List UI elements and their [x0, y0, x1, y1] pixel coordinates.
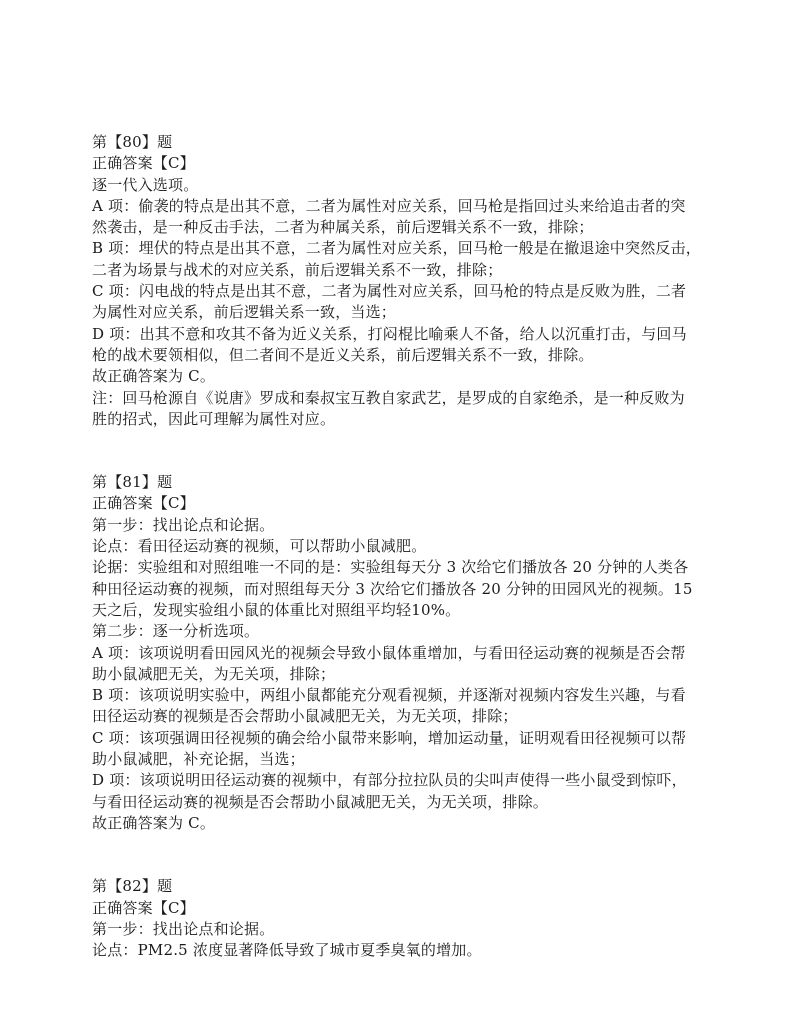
text-line: 田径运动赛的视频是否会帮助小鼠减肥无关，为无关项，排除；	[92, 707, 518, 726]
text-line: A 项：该项说明看田园风光的视频会导致小鼠体重增加，与看田径运动赛的视频是否会帮	[92, 643, 686, 662]
question-80-answer: 正确答案【C】	[92, 154, 195, 173]
text-line: 论点：看田径运动赛的视频，可以帮助小鼠减肥。	[92, 537, 427, 556]
text-line: 天之后，发现实验组小鼠的体重比对照组平均轻10%。	[92, 600, 461, 619]
text-line: 枪的战术要领相似，但二者间不是近义关系，前后逻辑关系不一致，排除。	[92, 345, 594, 364]
text-line: 二者为场景与战术的对应关系，前后逻辑关系不一致，排除；	[92, 260, 503, 279]
text-line: 逐一代入选项。	[92, 175, 199, 194]
text-line: B 项：该项说明实验中，两组小鼠都能充分观看视频，并逐渐对视频内容发生兴趣，与看	[92, 686, 686, 705]
text-line: 第一步：找出论点和论据。	[92, 919, 275, 938]
question-81-section	[92, 472, 720, 834]
question-80-title: 第【80】题	[92, 133, 173, 151]
text-line: 与看田径运动赛的视频是否会帮助小鼠减肥无关，为无关项，排除。	[92, 792, 549, 811]
text-line: C 项：闪电战的特点是出其不意，二者为属性对应关系，回马枪的特点是反败为胜，二者	[92, 282, 687, 301]
text-line: 注：回马枪源自《说唐》罗成和秦叔宝互教自家武艺，是罗成的自家绝杀，是一种反败为	[92, 388, 685, 407]
text-line: D 项：该项说明田径运动赛的视频中，有部分拉拉队员的尖叫声使得一些小鼠受到惊吓，	[92, 771, 687, 790]
text-line: 第二步：逐一分析选项。	[92, 622, 260, 641]
section-gap	[92, 430, 720, 472]
question-82-section	[92, 876, 720, 961]
document-page	[92, 132, 720, 961]
text-line: 胜的招式，因此可理解为属性对应。	[92, 409, 336, 428]
text-line: B 项：埋伏的特点是出其不意，二者为属性对应关系，回马枪一般是在撤退途中突然反击，	[92, 239, 701, 258]
question-82-answer: 正确答案【C】	[92, 898, 195, 917]
text-line: C 项：该项强调田径视频的确会给小鼠带来影响，增加运动量，证明观看田径视频可以帮	[92, 728, 687, 747]
text-line: 论点：PM2.5 浓度显著降低导致了城市夏季臭氧的增加。	[92, 941, 482, 960]
text-line: 助小鼠减肥无关，为无关项，排除；	[92, 664, 336, 683]
section-gap	[92, 834, 720, 876]
question-82-title: 第【82】题	[92, 877, 173, 896]
text-line: 为属性对应关系，前后逻辑关系一致，当选；	[92, 303, 397, 322]
text-line: 然袭击，是一种反击手法，二者为种属关系，前后逻辑关系不一致，排除；	[92, 218, 594, 237]
question-80-section	[92, 132, 720, 430]
text-line: 种田径运动赛的视频，而对照组每天分 3 次给它们播放各 20 分钟的田园风光的视频。15	[92, 579, 693, 598]
text-line: 第一步：找出论点和论据。	[92, 515, 275, 534]
text-line: 故正确答案为 C。	[92, 813, 216, 832]
question-81-title: 第【81】题	[92, 473, 173, 492]
text-line: D 项：出其不意和攻其不备为近义关系，打闷棍比喻乘人不备，给人以沉重打击，与回马	[92, 324, 687, 343]
text-line: 论据：实验组和对照组唯一不同的是：实验组每天分 3 次给它们播放各 20 分钟的人类各	[92, 558, 689, 577]
text-line: 助小鼠减肥，补充论据，当选；	[92, 750, 305, 769]
text-line: 故正确答案为 C。	[92, 367, 216, 386]
question-81-answer: 正确答案【C】	[92, 494, 195, 513]
text-line: A 项：偷袭的特点是出其不意，二者为属性对应关系，回马枪是指回过头来给追击者的突	[92, 196, 686, 215]
